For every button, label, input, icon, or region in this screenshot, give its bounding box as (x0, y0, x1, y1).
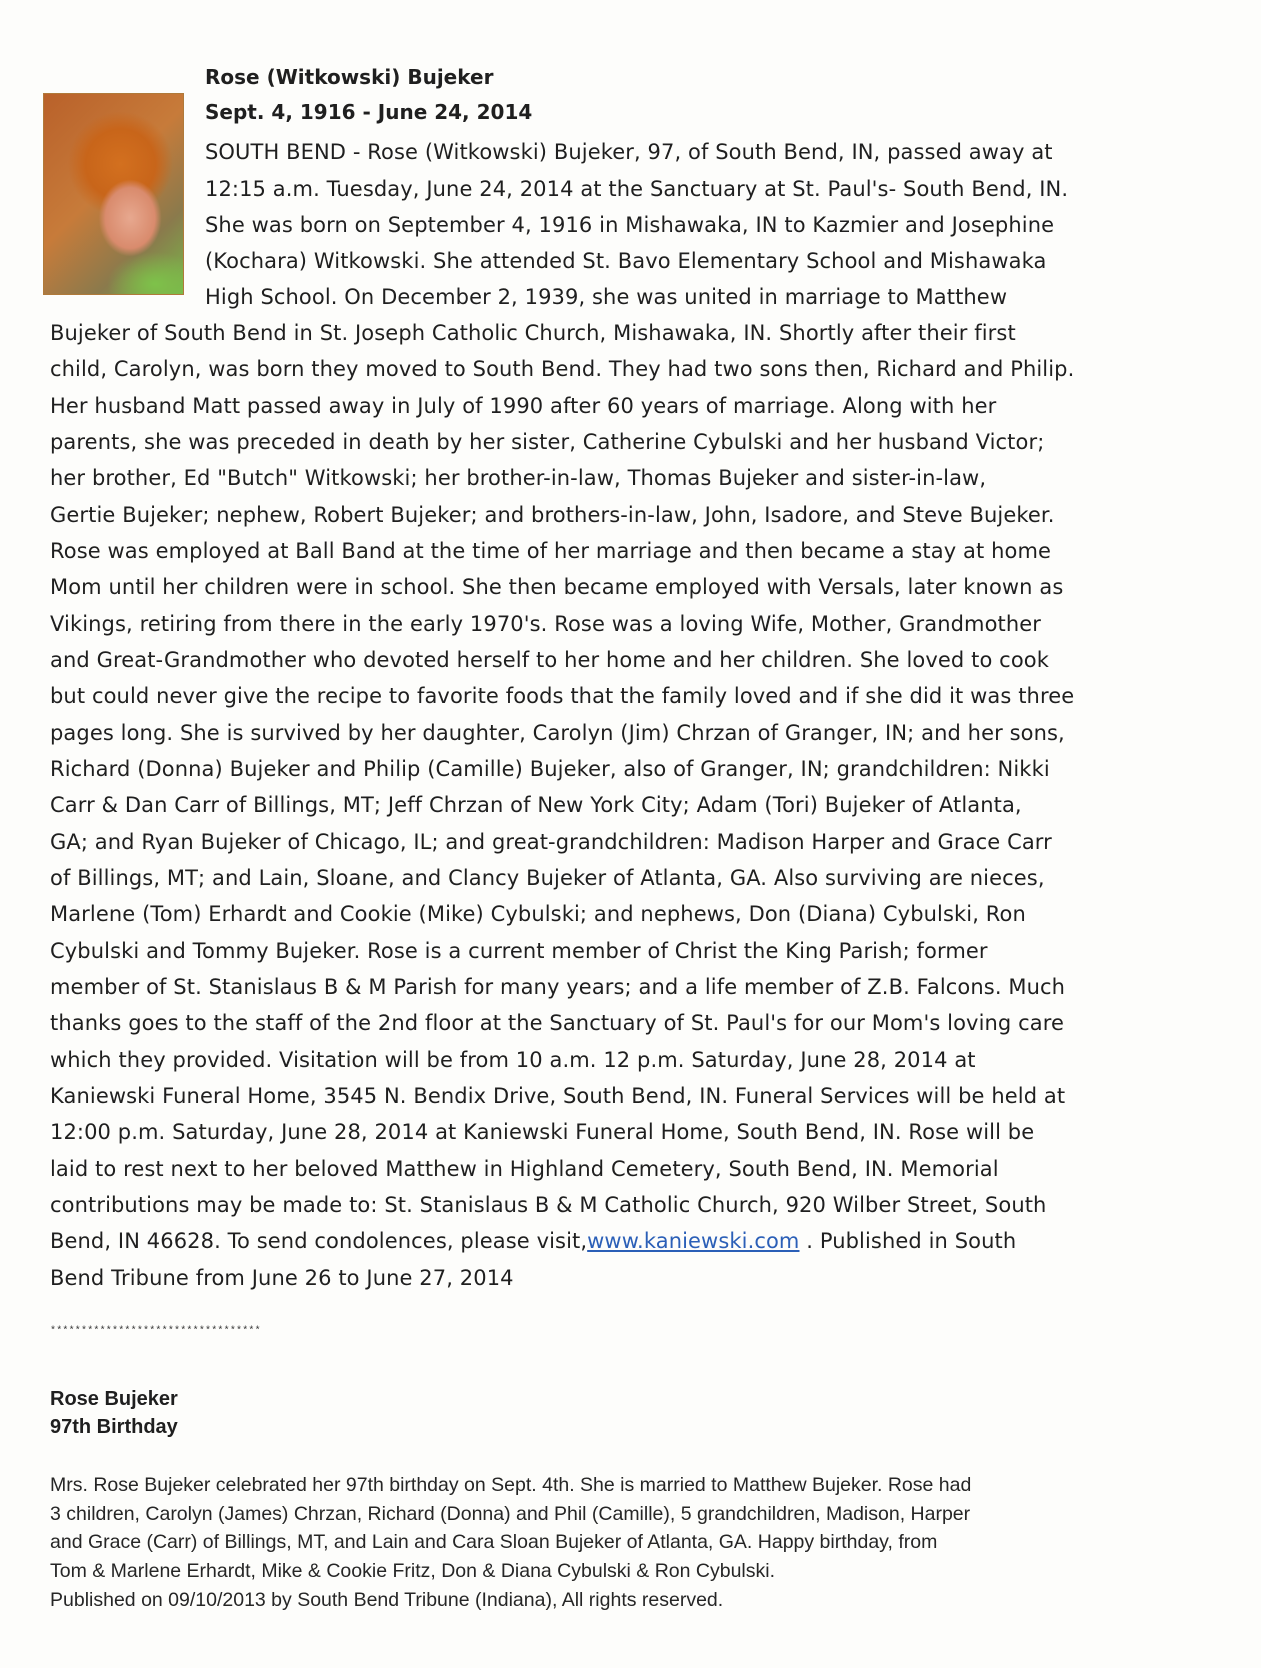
obituary-text-line: child, Carolyn, was born they moved to South Bend. They had two sons then, Richard and Philip. (50, 357, 1075, 381)
obituary-text-line: Richard (Donna) Bujeker and Philip (Camille) Bujeker, also of Granger, IN; grandchildren: Nikki (50, 757, 1050, 781)
link-line-prefix: Bend, IN 46628. To send condolences, please visit, (50, 1229, 588, 1253)
obituary-text-line: Bujeker of South Bend in St. Joseph Catholic Church, Mishawaka, IN. Shortly after their first (50, 321, 1016, 345)
birthday-title: Rose Bujeker (50, 1388, 178, 1410)
obituary-link-line (50, 1229, 1016, 1253)
obituary-text-line: thanks goes to the staff of the 2nd floor at the Sanctuary of St. Paul's for our Mom's loving care (50, 1011, 1065, 1035)
obituary-text-line: Her husband Matt passed away in July of 1990 after 60 years of marriage. Along with her (50, 394, 997, 418)
obituary-text-line: 12:00 p.m. Saturday, June 28, 2014 at Kaniewski Funeral Home, South Bend, IN. Rose will be (50, 1120, 1035, 1144)
birthday-text-line: and Grace (Carr) of Billings, MT, and Lain and Cara Sloan Bujeker of Atlanta, GA. Happy birthday, from (50, 1531, 938, 1553)
obituary-text-line: but could never give the recipe to favorite foods that the family loved and if she did it was three (50, 684, 1075, 708)
obituary-name: Rose (Witkowski) Bujeker (205, 65, 494, 89)
obituary-text-line: pages long. She is survived by her daughter, Carolyn (Jim) Chrzan of Granger, IN; and her sons, (50, 721, 1065, 745)
obituary-text-line: Rose was employed at Ball Band at the time of her marriage and then became a stay at home (50, 539, 1052, 563)
obituary-text-line: Carr & Dan Carr of Billings, MT; Jeff Chrzan of New York City; Adam (Tori) Bujeker of Atlanta, (50, 793, 1022, 817)
obituary-text-line: Marlene (Tom) Erhardt and Cookie (Mike) Cybulski; and nephews, Don (Diana) Cybulski, Ron (50, 902, 1026, 926)
birthday-text-line: Tom & Marlene Erhardt, Mike & Cookie Fritz, Don & Diana Cybulski & Ron Cybulski. (50, 1560, 776, 1582)
obituary-text-line: Vikings, retiring from there in the early 1970's. Rose was a loving Wife, Mother, Grandmother (50, 612, 1042, 636)
birthday-text-line: 3 children, Carolyn (James) Chrzan, Richard (Donna) and Phil (Camille), 5 grandchildren, Madison, Harper (50, 1503, 971, 1525)
obituary-text-line: 12:15 a.m. Tuesday, June 24, 2014 at the Sanctuary at St. Paul's- South Bend, IN. (205, 177, 1069, 201)
obituary-text-line: which they provided. Visitation will be from 10 a.m. 12 p.m. Saturday, June 28, 2014 at (50, 1048, 976, 1072)
obituary-dates: Sept. 4, 1916 - June 24, 2014 (205, 100, 533, 124)
birthday-text-line: Mrs. Rose Bujeker celebrated her 97th birthday on Sept. 4th. She is married to Matthew Bujeker. Rose had (50, 1474, 972, 1496)
obituary-text-line: of Billings, MT; and Lain, Sloane, and Clancy Bujeker of Atlanta, GA. Also surviving are nieces, (50, 866, 1045, 890)
obituary-text-line: Cybulski and Tommy Bujeker. Rose is a current member of Christ the King Parish; former (50, 939, 988, 963)
obituary-text-line: Gertie Bujeker; nephew, Robert Bujeker; and brothers-in-law, John, Isadore, and Steve Bujeker. (50, 503, 1055, 527)
obituary-text-line: High School. On December 2, 1939, she was united in marriage to Matthew (205, 285, 1008, 309)
obituary-text-line: parents, she was preceded in death by her sister, Catherine Cybulski and her husband Victor; (50, 430, 1045, 454)
obituary-text-line: contributions may be made to: St. Stanislaus B & M Catholic Church, 920 Wilber Street, South (50, 1193, 1047, 1217)
obituary-text-line: laid to rest next to her beloved Matthew in Highland Cemetery, South Bend, IN. Memorial (50, 1157, 999, 1181)
separator-stars: ********************************** (50, 1326, 261, 1337)
link-line-suffix: . Published in South (799, 1229, 1017, 1253)
obituary-text-line: Mom until her children were in school. She then became employed with Versals, later known as (50, 575, 1064, 599)
obituary-text-line: member of St. Stanislaus B & M Parish for many years; and a life member of Z.B. Falcons. Much (50, 975, 1066, 999)
portrait-photo (43, 93, 184, 295)
obituary-text-line: SOUTH BEND - Rose (Witkowski) Bujeker, 97, of South Bend, IN, passed away at (205, 140, 1053, 164)
obituary-text-line: Kaniewski Funeral Home, 3545 N. Bendix Drive, South Bend, IN. Funeral Services will be held at (50, 1084, 1066, 1108)
obituary-text-line: her brother, Ed "Butch" Witkowski; her brother-in-law, Thomas Bujeker and sister-in-law, (50, 466, 987, 490)
birthday-subtitle: 97th Birthday (50, 1416, 178, 1438)
obituary-text-line: and Great-Grandmother who devoted herself to her home and her children. She loved to cook (50, 648, 1049, 672)
kaniewski-website-link[interactable]: www.kaniewski.com (587, 1229, 800, 1253)
obituary-text-line: She was born on September 4, 1916 in Mishawaka, IN to Kazmier and Josephine (205, 213, 1055, 237)
birthday-publication-line: Published on 09/10/2013 by South Bend Tribune (Indiana), All rights reserved. (50, 1589, 724, 1611)
obituary-text-line: Bend Tribune from June 26 to June 27, 2014 (50, 1266, 514, 1290)
obituary-text-line: (Kochara) Witkowski. She attended St. Bavo Elementary School and Mishawaka (205, 249, 1047, 273)
obituary-text-line: GA; and Ryan Bujeker of Chicago, IL; and great-grandchildren: Madison Harper and Grace Carr (50, 830, 1052, 854)
